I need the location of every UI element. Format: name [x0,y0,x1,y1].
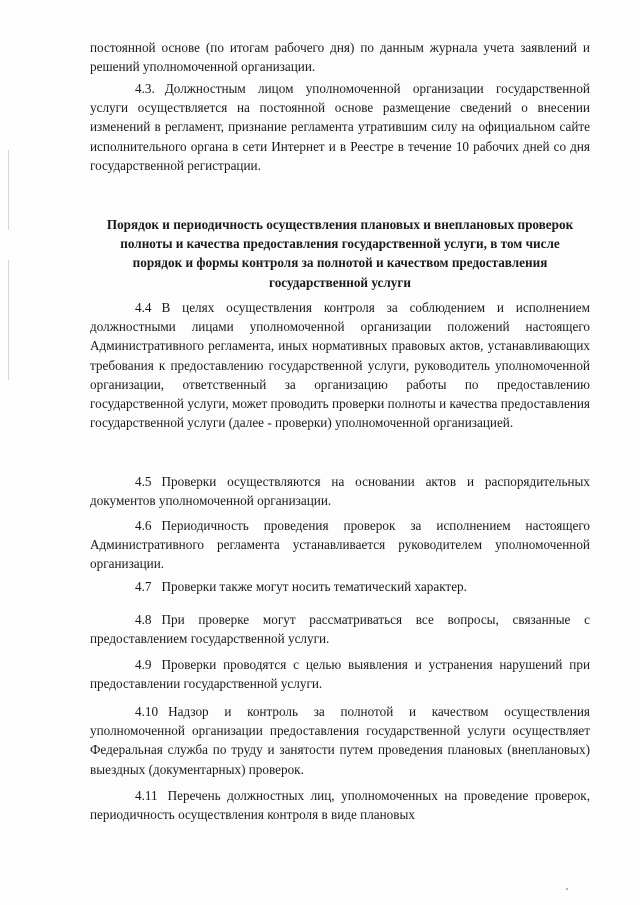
clause-text: Перечень должностных лиц, уполномоченных на проведение проверок, периодичность осуществления контроля в виде плановых [90,788,590,823]
clause-number: 4.10 [135,704,159,719]
clause-text: При проверке могут рассматриваться все вопросы, связанные с предоставлением государственной услуги. [90,612,590,647]
clause-text: Периодичность проведения проверок за исполнением настоящего Административного регламента устанавливается руководителем уполномоченной организации. [90,518,590,572]
scan-dot [566,888,568,890]
clause-number: 4.11 [135,788,158,803]
clause-number: 4.3. [135,81,155,96]
clause-4-7 [90,577,590,596]
clause-number: 4.4 [135,300,152,315]
clause-number: 4.6 [135,518,152,533]
section-heading: Порядок и периодичность осуществления плановых и внеплановых проверок полноты и качества предоставления государственной услуги, в том числе порядок и формы контроля за полнотой и качеством предоставления государственной услуги [106,217,574,290]
clause-4-3 [90,79,590,175]
clause-4-8 [90,610,590,648]
clause-text: Надзор и контроль за полнотой и качеством осуществления уполномоченной организации предоставления государственной услуги осуществляет Федеральная служба по труду и занятости путем проведения плановых (внеплановых) выездных (документарных) проверок. [90,704,590,777]
intro-text: постоянной основе (по итогам рабочего дня) по данным журнала учета заявлений и решений уполномоченной организации. [90,40,590,75]
clause-4-9 [90,655,590,693]
clause-text: Проверки осуществляются на основании актов и распорядительных документов уполномоченной организации. [90,474,590,509]
clause-4-10 [90,702,590,779]
clause-number: 4.5 [135,474,152,489]
clause-number: 4.8 [135,612,152,627]
clause-4-4 [90,298,590,432]
clause-4-5 [90,472,590,510]
clause-number: 4.7 [135,579,152,594]
clause-text: Проверки также могут носить тематический характер. [161,579,467,594]
clause-4-11 [90,786,590,824]
scan-edge-mark [8,150,9,230]
scan-edge-mark [8,260,9,380]
clause-number: 4.9 [135,657,152,672]
intro-paragraph [90,38,590,76]
clause-4-6 [90,516,590,574]
clause-text: Должностным лицом уполномоченной организации государственной услуги осуществляется на постоянной основе размещение сведений о внесении изменений в регламент, признание регламента утратившим силу на официальном сайте исполнительного органа в сети Интернет и в Реестре в течение 10 рабочих дней со дня государственной регистрации. [90,81,590,173]
clause-text: Проверки проводятся с целью выявления и устранения нарушений при предоставлении государственной услуги. [90,657,590,692]
clause-text: В целях осуществления контроля за соблюдением и исполнением должностными лицами уполномоченной организации положений настоящего Административного регламента, иных нормативных правовых актов, устанавливающих требования к предоставлению государственной услуги, руководитель уполномоченной организации, ответственный за организацию работы по предоставлению государственной услуги, может проводить проверки полноты и качества предоставления государственной услуги (далее - проверки) уполномоченной организацией. [90,300,590,431]
